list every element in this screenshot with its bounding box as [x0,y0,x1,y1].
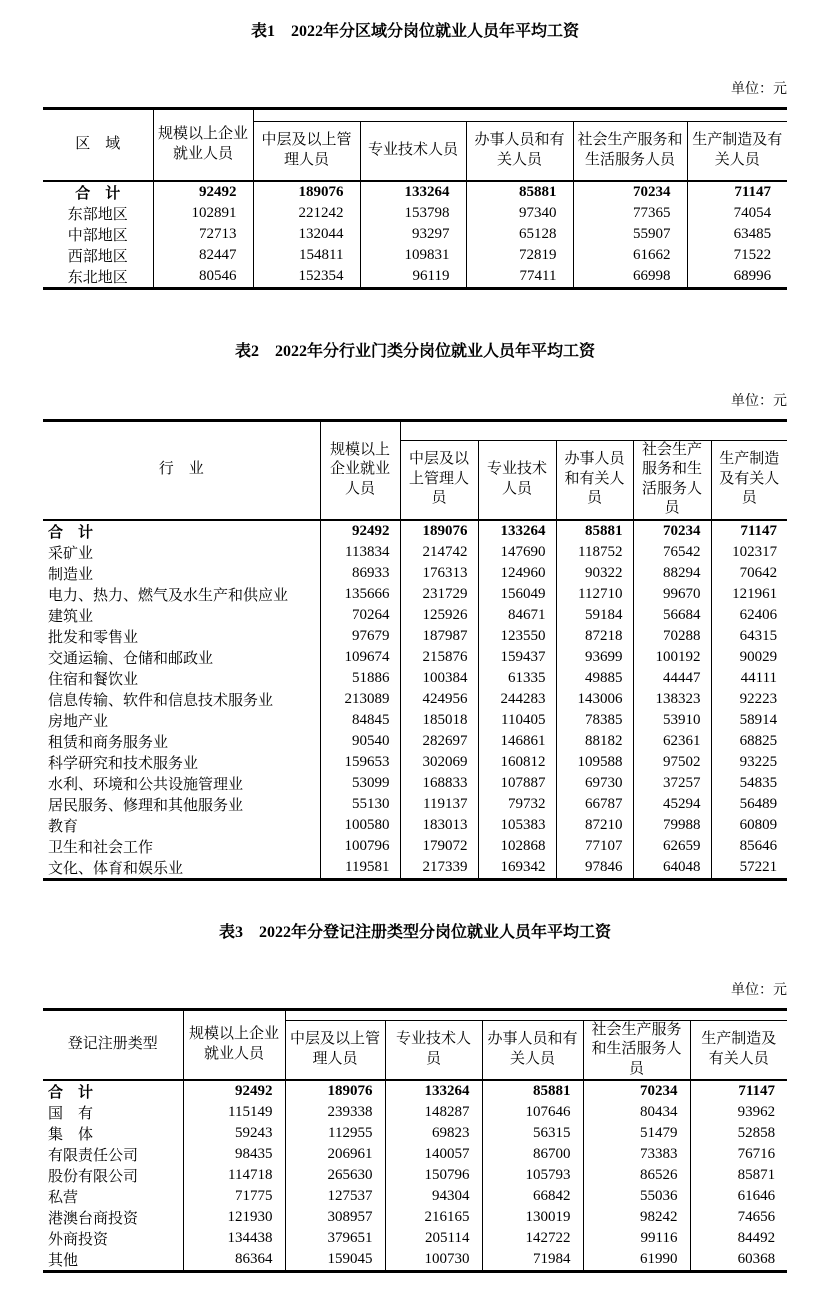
table-row [43,542,787,563]
table-row [43,266,787,289]
row-label: 国 有 [43,1102,183,1123]
value-cell: 90322 [556,563,633,584]
table1-title: 表1 2022年分区域分岗位就业人员年平均工资 [250,23,579,40]
value-cell: 302069 [400,752,478,773]
row-label: 租赁和商务服务业 [43,731,320,752]
table3-header-spacer [285,1009,787,1020]
table1-header-row-top [43,109,787,122]
row-label: 住宿和餐饮业 [43,668,320,689]
value-cell: 84845 [320,710,400,731]
value-cell: 88182 [556,731,633,752]
value-cell: 56684 [633,605,711,626]
table-row [43,647,787,668]
value-cell: 51479 [583,1123,690,1144]
row-label: 制造业 [43,563,320,584]
value-cell: 133264 [385,1080,482,1102]
table1-region-wages [43,107,787,290]
value-cell: 62406 [739,606,778,623]
value-cell: 100580 [320,815,400,836]
value-cell: 57221 [739,858,778,875]
value-cell: 127537 [285,1186,385,1207]
value-cell: 70234 [633,520,711,542]
value-cell: 76542 [633,542,711,563]
value-cell: 176313 [400,563,478,584]
table-row [43,689,787,710]
value-cell: 64048 [633,857,711,880]
value-cell: 102891 [153,203,253,224]
table2-column-header-3: 专业技术人员 [478,440,556,520]
row-label: 科学研究和技术服务业 [43,752,320,773]
value-cell: 71775 [183,1186,285,1207]
value-cell: 73383 [583,1144,690,1165]
value-cell: 100192 [633,647,711,668]
value-cell: 130019 [482,1207,583,1228]
value-cell: 217339 [400,857,478,880]
value-cell: 56489 [739,795,778,812]
value-cell: 113834 [320,542,400,563]
value-cell: 424956 [400,689,478,710]
value-cell: 92492 [183,1080,285,1102]
table2-column-header-total: 规模以上企业就业人员 [320,420,400,520]
value-cell: 189076 [285,1080,385,1102]
value-cell: 133264 [360,181,466,203]
value-cell: 183013 [400,815,478,836]
value-cell: 70642 [739,564,778,581]
table-row [43,731,787,752]
value-cell: 265630 [285,1165,385,1186]
row-label: 股份有限公司 [43,1165,183,1186]
value-cell: 92492 [153,181,253,203]
value-cell: 72819 [466,245,573,266]
value-cell: 94304 [385,1186,482,1207]
value-cell: 61335 [478,668,556,689]
row-label: 信息传输、软件和信息技术服务业 [43,689,320,710]
value-cell: 80546 [153,266,253,289]
value-cell: 187987 [400,626,478,647]
table1-column-header-5: 社会生产服务和生活服务人员 [573,122,687,181]
row-label: 交通运输、仓储和邮政业 [43,647,320,668]
table-row [43,1144,787,1165]
table3-column-header-3: 专业技术人员 [385,1020,482,1080]
table3-column-header-4: 办事人员和有关人员 [482,1020,583,1080]
table2-stub-header: 行 业 [43,420,320,520]
table1-stub-header: 区 域 [43,109,153,181]
table3-section [43,923,787,1274]
row-label: 卫生和社会工作 [43,836,320,857]
table1-column-header-2: 中层及以上管理人员 [253,122,360,181]
value-cell: 55130 [320,794,400,815]
value-cell: 49885 [556,668,633,689]
value-cell: 68996 [733,267,772,284]
value-cell: 37257 [633,773,711,794]
table-row [43,605,787,626]
table-row [43,794,787,815]
value-cell: 77411 [466,266,573,289]
value-cell: 239338 [285,1102,385,1123]
table2-header-spacer [400,420,787,440]
value-cell: 109674 [320,647,400,668]
value-cell: 86700 [482,1144,583,1165]
value-cell: 55907 [573,224,687,245]
value-cell: 153798 [360,203,466,224]
value-cell: 152354 [253,266,360,289]
table-row [43,224,787,245]
value-cell: 159045 [285,1249,385,1272]
table3-registration-type-wages [43,1008,787,1274]
value-cell: 115149 [183,1102,285,1123]
row-label: 文化、体育和娱乐业 [43,857,320,880]
table1-column-header-3: 专业技术人员 [360,122,466,181]
value-cell: 100730 [385,1249,482,1272]
value-cell: 66998 [573,266,687,289]
value-cell: 53099 [320,773,400,794]
table2-section [43,342,787,881]
value-cell: 90029 [739,648,778,665]
value-cell: 70264 [320,605,400,626]
value-cell: 44111 [740,669,778,686]
value-cell: 58914 [739,711,778,728]
table1-unit-label: 单位：元 [731,82,787,97]
row-label: 西部地区 [43,245,153,266]
value-cell: 143006 [556,689,633,710]
value-cell: 132044 [253,224,360,245]
value-cell: 79988 [633,815,711,836]
value-cell: 64315 [739,627,778,644]
value-cell: 185018 [400,710,478,731]
value-cell: 71147 [690,1080,787,1102]
value-cell: 74054 [733,204,772,221]
value-cell: 74656 [737,1209,776,1225]
table-row [43,668,787,689]
value-cell: 140057 [385,1144,482,1165]
value-cell: 87210 [556,815,633,836]
value-cell: 121930 [183,1207,285,1228]
value-cell: 71147 [711,520,787,542]
table-row [43,752,787,773]
value-cell: 147690 [478,542,556,563]
value-cell: 112955 [285,1123,385,1144]
value-cell: 100384 [400,668,478,689]
value-cell: 85881 [482,1080,583,1102]
table-row [43,815,787,836]
value-cell: 121961 [732,585,778,602]
table3-stub-header: 登记注册类型 [43,1009,183,1080]
row-label: 港澳台商投资 [43,1207,183,1228]
value-cell: 85646 [739,837,778,854]
value-cell: 97846 [556,857,633,880]
value-cell: 206961 [285,1144,385,1165]
row-label: 外商投资 [43,1228,183,1249]
row-label: 合 计 [43,520,320,542]
value-cell: 88294 [633,563,711,584]
value-cell: 125926 [400,605,478,626]
value-cell: 146861 [478,731,556,752]
value-cell: 205114 [385,1228,482,1249]
value-cell: 52858 [737,1125,776,1141]
row-label: 集 体 [43,1123,183,1144]
value-cell: 244283 [478,689,556,710]
value-cell: 61662 [573,245,687,266]
value-cell: 124960 [478,563,556,584]
value-cell: 154811 [253,245,360,266]
value-cell: 231729 [400,584,478,605]
value-cell: 59184 [556,605,633,626]
value-cell: 85871 [737,1167,776,1183]
value-cell: 97502 [633,752,711,773]
table-row [43,1165,787,1186]
table3-column-header-6: 生产制造及有关人员 [701,1031,777,1067]
value-cell: 97679 [320,626,400,647]
value-cell: 93699 [556,647,633,668]
table1-section [43,0,787,290]
table-row [43,773,787,794]
value-cell: 138323 [633,689,711,710]
table3-title: 表3 2022年分登记注册类型分岗位就业人员年平均工资 [218,923,611,941]
value-cell: 97340 [466,203,573,224]
value-cell: 118752 [556,542,633,563]
value-cell: 160812 [478,752,556,773]
table-row [43,1228,787,1249]
table1-header-spacer [253,109,787,122]
table2-column-header-4: 办事人员和有关人员 [556,440,633,520]
value-cell: 70288 [633,626,711,647]
value-cell: 61990 [583,1249,690,1272]
value-cell: 72713 [153,224,253,245]
table-row [43,584,787,605]
value-cell: 71147 [687,181,787,203]
value-cell: 56315 [482,1123,583,1144]
table-row [43,836,787,857]
value-cell: 282697 [400,731,478,752]
table2-header-row-top [43,420,787,440]
value-cell: 59243 [183,1123,285,1144]
value-cell: 69730 [556,773,633,794]
value-cell: 156049 [478,584,556,605]
table1-column-header-6: 生产制造及有关人员 [692,132,783,168]
row-label: 私营 [43,1186,183,1207]
table2-title: 表2 2022年分行业门类分岗位就业人员年平均工资 [234,342,595,360]
value-cell: 105793 [482,1165,583,1186]
value-cell: 150796 [385,1165,482,1186]
value-cell: 54835 [739,774,778,791]
value-cell: 189076 [400,520,478,542]
value-cell: 109831 [360,245,466,266]
value-cell: 86364 [183,1249,285,1272]
value-cell: 61646 [737,1188,776,1204]
value-cell: 66842 [482,1186,583,1207]
value-cell: 86933 [320,563,400,584]
value-cell: 90540 [320,731,400,752]
value-cell: 78385 [556,710,633,731]
value-cell: 84492 [737,1230,776,1246]
table2-industry-wages [43,419,787,881]
table-row [43,626,787,647]
value-cell: 98242 [583,1207,690,1228]
value-cell: 76716 [737,1146,776,1162]
value-cell: 92223 [739,690,778,707]
value-cell: 215876 [400,647,478,668]
value-cell: 96119 [360,266,466,289]
value-cell: 148287 [385,1102,482,1123]
value-cell: 119137 [400,794,478,815]
value-cell: 134438 [183,1228,285,1249]
value-cell: 70234 [583,1080,690,1102]
value-cell: 60809 [739,816,778,833]
value-cell: 221242 [253,203,360,224]
value-cell: 84671 [478,605,556,626]
value-cell: 85881 [466,181,573,203]
table-row [43,1207,787,1228]
value-cell: 92492 [320,520,400,542]
value-cell: 62659 [633,836,711,857]
value-cell: 85881 [556,520,633,542]
value-cell: 86526 [583,1165,690,1186]
value-cell: 213089 [320,689,400,710]
row-label: 房地产业 [43,710,320,731]
value-cell: 179072 [400,836,478,857]
table-row [43,1186,787,1207]
value-cell: 65128 [466,224,573,245]
row-label: 批发和零售业 [43,626,320,647]
table1-column-header-total: 规模以上企业就业人员 [153,109,253,181]
value-cell: 60368 [737,1251,776,1267]
row-label: 水利、环境和公共设施管理业 [43,773,320,794]
table3-column-header-2: 中层及以上管理人员 [285,1020,385,1080]
value-cell: 93297 [360,224,466,245]
value-cell: 62361 [633,731,711,752]
table3-column-header-total: 规模以上企业就业人员 [183,1009,285,1080]
row-label: 东北地区 [43,266,153,289]
row-label: 教育 [43,815,320,836]
value-cell: 159437 [478,647,556,668]
table-row [43,710,787,731]
value-cell: 216165 [385,1207,482,1228]
value-cell: 102868 [478,836,556,857]
row-label: 有限责任公司 [43,1144,183,1165]
value-cell: 379651 [285,1228,385,1249]
value-cell: 99670 [633,584,711,605]
value-cell: 82447 [153,245,253,266]
value-cell: 79732 [478,794,556,815]
value-cell: 142722 [482,1228,583,1249]
value-cell: 93225 [739,753,778,770]
value-cell: 80434 [583,1102,690,1123]
value-cell: 168833 [400,773,478,794]
table-row [43,181,787,203]
value-cell: 119581 [320,857,400,880]
table-row [43,520,787,542]
row-label: 居民服务、修理和其他服务业 [43,794,320,815]
table-row [43,1123,787,1144]
value-cell: 123550 [478,626,556,647]
table2-column-header-5: 社会生产服务和生活服务人员 [633,440,711,520]
value-cell: 107887 [478,773,556,794]
table-row [43,1080,787,1102]
table3-column-header-5: 社会生产服务和生活服务人员 [583,1020,690,1080]
value-cell: 71984 [482,1249,583,1272]
value-cell: 45294 [633,794,711,815]
value-cell: 135666 [320,584,400,605]
value-cell: 189076 [253,181,360,203]
table-row [43,245,787,266]
table2-column-header-6: 生产制造及有关人员 [719,451,780,507]
table2-column-header-2: 中层及以上管理人员 [400,440,478,520]
row-label: 建筑业 [43,605,320,626]
value-cell: 77365 [573,203,687,224]
row-label: 东部地区 [43,203,153,224]
value-cell: 109588 [556,752,633,773]
value-cell: 112710 [556,584,633,605]
row-label: 电力、热力、燃气及水生产和供应业 [43,584,320,605]
row-label: 合 计 [43,181,153,203]
value-cell: 105383 [478,815,556,836]
value-cell: 114718 [183,1165,285,1186]
row-label: 采矿业 [43,542,320,563]
value-cell: 71522 [733,246,772,263]
value-cell: 70234 [573,181,687,203]
value-cell: 110405 [478,710,556,731]
table-row [43,563,787,584]
value-cell: 63485 [733,225,772,242]
value-cell: 107646 [482,1102,583,1123]
value-cell: 77107 [556,836,633,857]
value-cell: 51886 [320,668,400,689]
value-cell: 99116 [583,1228,690,1249]
value-cell: 308957 [285,1207,385,1228]
value-cell: 169342 [478,857,556,880]
table-row [43,1102,787,1123]
table-row [43,1249,787,1272]
value-cell: 87218 [556,626,633,647]
row-label: 其他 [43,1249,183,1272]
value-cell: 55036 [583,1186,690,1207]
table-row [43,857,787,880]
value-cell: 93962 [737,1104,776,1120]
value-cell: 98435 [183,1144,285,1165]
value-cell: 44447 [633,668,711,689]
value-cell: 159653 [320,752,400,773]
value-cell: 53910 [633,710,711,731]
table1-column-header-4: 办事人员和有关人员 [466,122,573,181]
value-cell: 100796 [320,836,400,857]
value-cell: 66787 [556,794,633,815]
table3-header-row-top [43,1009,787,1020]
table3-unit-label: 单位：元 [731,982,787,998]
table-row [43,203,787,224]
row-label: 中部地区 [43,224,153,245]
table2-unit-label: 单位：元 [731,393,787,409]
value-cell: 69823 [385,1123,482,1144]
value-cell: 214742 [400,542,478,563]
value-cell: 102317 [732,543,778,560]
value-cell: 133264 [478,520,556,542]
value-cell: 68825 [739,732,778,749]
row-label: 合 计 [43,1080,183,1102]
